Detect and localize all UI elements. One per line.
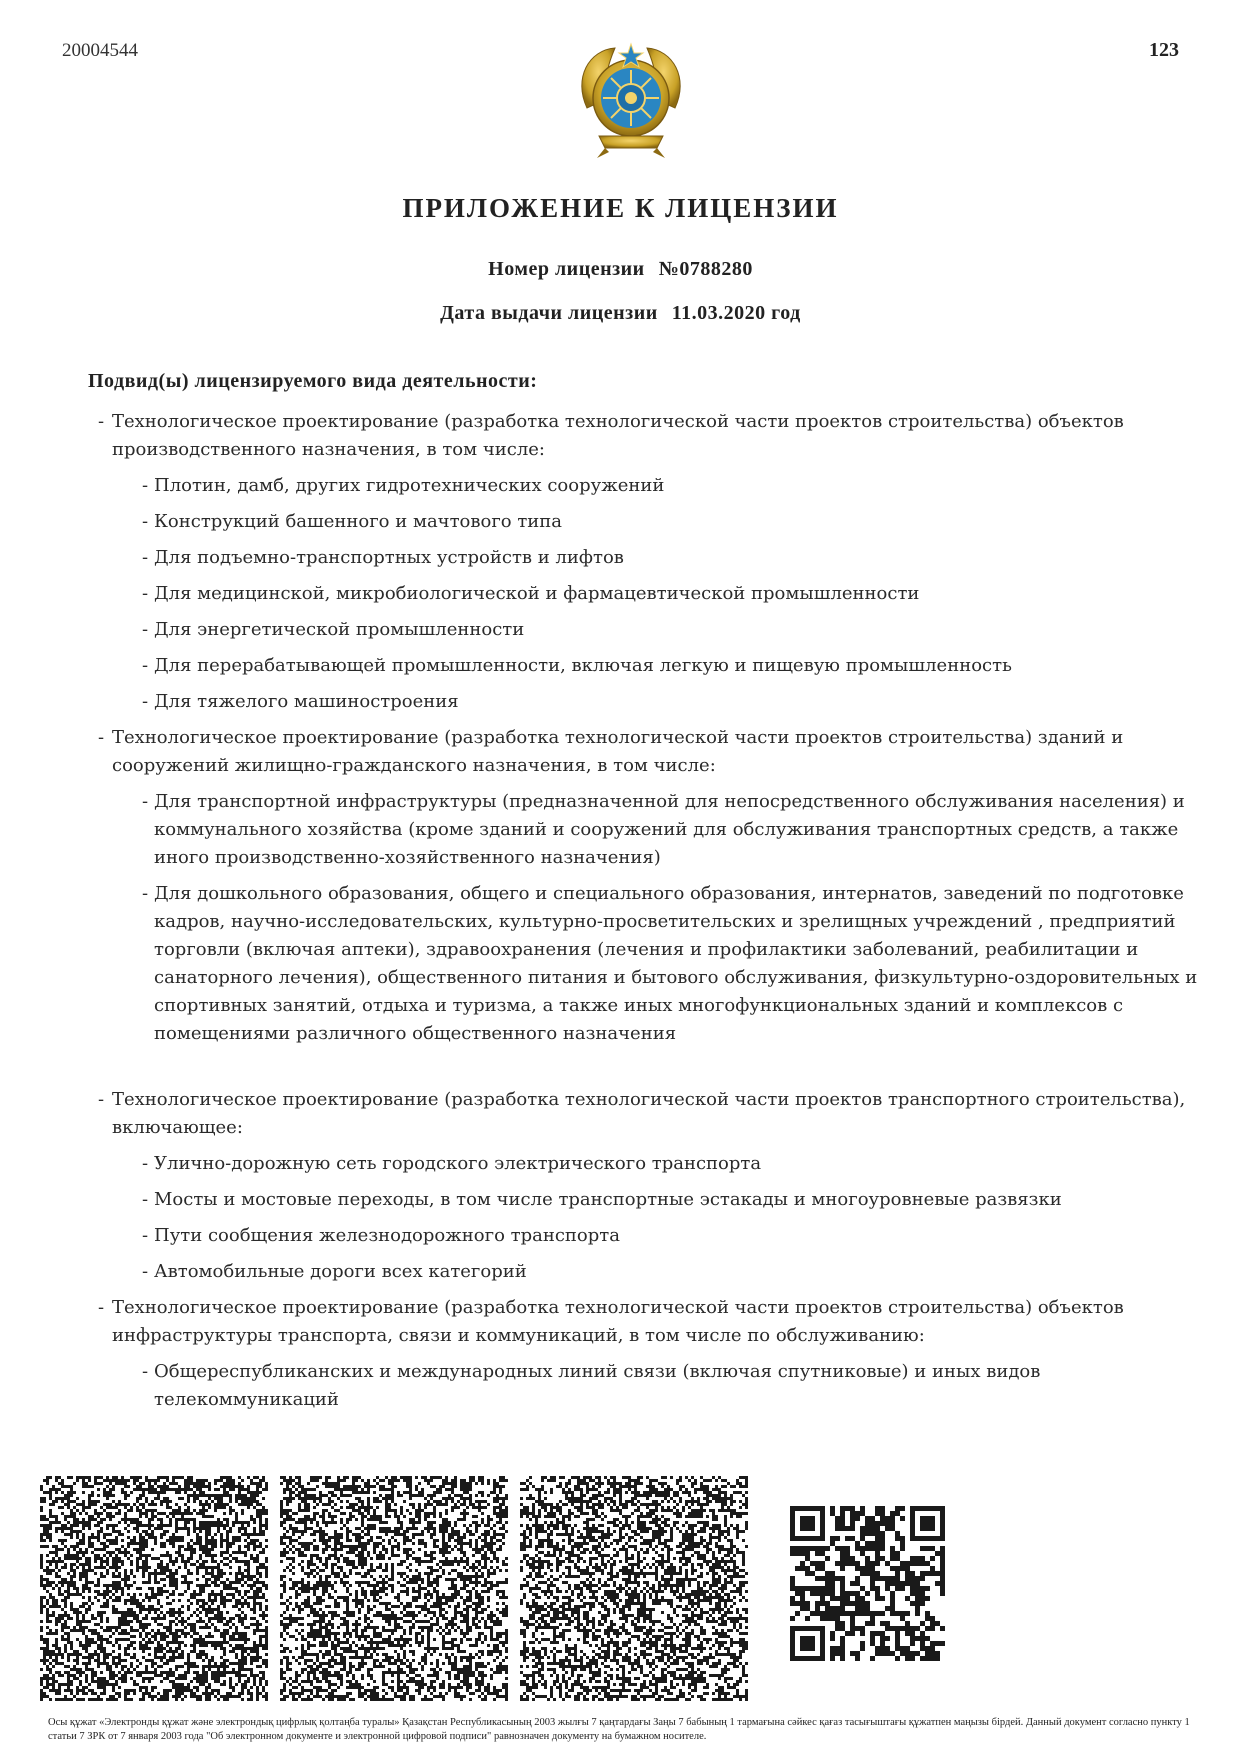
signature-codes-row <box>40 1476 1200 1701</box>
group-text: - Технологическое проектирование (разработка технологической части проектов строительства) объектов инфраструктуры транспорта, связи и коммуникаций, в том числе по обслуживанию: <box>98 1294 1208 1350</box>
signature-2d-barcode-icon <box>280 1476 508 1701</box>
license-number-line <box>0 258 1241 281</box>
sub-list <box>98 788 1208 1048</box>
list-item: - Для дошкольного образования, общего и специального образования, интернатов, заведений по подготовке кадров, научно-исследовательских, культурно-просветительских и зрелищных учреждений , предприятий торговли (включая аптеки), здравоохранения (лечения и профилактики заболеваний, реабилитации и санаторного лечения), общественного питания и бытового обслуживания, физкультурно-оздоровительных и спортивных занятий, отдыха и туризма, а также иных многофункциональных зданий и комплексов с помещениями различного общественного назначения <box>98 880 1208 1048</box>
list-item: - Для подъемно-транспортных устройств и лифтов <box>98 544 1208 572</box>
license-number-value: №0788280 <box>658 258 753 280</box>
license-date-label: Дата выдачи лицензии <box>440 302 658 324</box>
verification-qr-code-icon <box>790 1506 945 1661</box>
activity-group <box>98 1294 1208 1414</box>
list-item: - Автомобильные дороги всех категорий <box>98 1258 1208 1286</box>
list-item: - Для медицинской, микробиологической и фармацевтической промышленности <box>98 580 1208 608</box>
license-date-line <box>0 302 1241 325</box>
section-heading: Подвид(ы) лицензируемого вида деятельности: <box>88 370 538 392</box>
list-item: - Улично-дорожную сеть городского электрического транспорта <box>98 1150 1208 1178</box>
sub-list <box>98 1358 1208 1414</box>
list-item: - Плотин, дамб, других гидротехнических сооружений <box>98 472 1208 500</box>
list-item: - Для тяжелого машиностроения <box>98 688 1208 716</box>
signature-2d-barcode-icon <box>40 1476 268 1701</box>
document-title: ПРИЛОЖЕНИЕ К ЛИЦЕНЗИИ <box>402 193 839 223</box>
sub-list <box>98 1150 1208 1286</box>
license-number-label: Номер лицензии <box>488 258 645 280</box>
group-text: - Технологическое проектирование (разработка технологической части проектов строительства) объектов производственного назначения, в том числе: <box>98 408 1208 464</box>
sub-list <box>98 472 1208 716</box>
list-item: - Мосты и мостовые переходы, в том числе транспортные эстакады и многоуровневые развязки <box>98 1186 1208 1214</box>
list-item: - Для энергетической промышленности <box>98 616 1208 644</box>
document-id: 20004544 <box>62 40 138 61</box>
list-item: - Для перерабатывающей промышленности, включая легкую и пищевую промышленность <box>98 652 1208 680</box>
group-text: - Технологическое проектирование (разработка технологической части проектов транспортного строительства), включающее: <box>98 1086 1208 1142</box>
list-item: - Пути сообщения железнодорожного транспорта <box>98 1222 1208 1250</box>
list-item: - Общереспубликанских и международных линий связи (включая спутниковые) и иных видов телекоммуникаций <box>98 1358 1208 1414</box>
legal-footer-note: Осы құжат «Электронды құжат және электрондық цифрлық қолтаңба туралы» Қазақстан Республикасының 2003 жылғы 7 қаңтардағы Заңы 7 бабының 1 тармағына сәйкес қағаз тасығыштағы құжатпен маңызы бірдей. Данный документ согласно пункту 1 статьи 7 ЗРК от 7 января 2003 года "Об электронном документе и электронной цифровой подписи" равнозначен документу на бумажном носителе. <box>48 1717 1190 1742</box>
activity-group <box>98 724 1208 1048</box>
activity-list <box>98 408 1208 1422</box>
state-emblem-icon <box>569 38 693 162</box>
page-number: 123 <box>1149 39 1179 61</box>
activity-group <box>98 408 1208 716</box>
signature-2d-barcode-icon <box>520 1476 748 1701</box>
list-item: - Для транспортной инфраструктуры (предназначенной для непосредственного обслуживания населения) и коммунального хозяйства (кроме зданий и сооружений для обслуживания транспортных средств, а также иного производственно-хозяйственного назначения) <box>98 788 1208 872</box>
activity-group <box>98 1086 1208 1286</box>
group-text: - Технологическое проектирование (разработка технологической части проектов строительства) зданий и сооружений жилищно-гражданского назначения, в том числе: <box>98 724 1208 780</box>
list-item: - Конструкций башенного и мачтового типа <box>98 508 1208 536</box>
license-date-value: 11.03.2020 год <box>671 302 801 324</box>
